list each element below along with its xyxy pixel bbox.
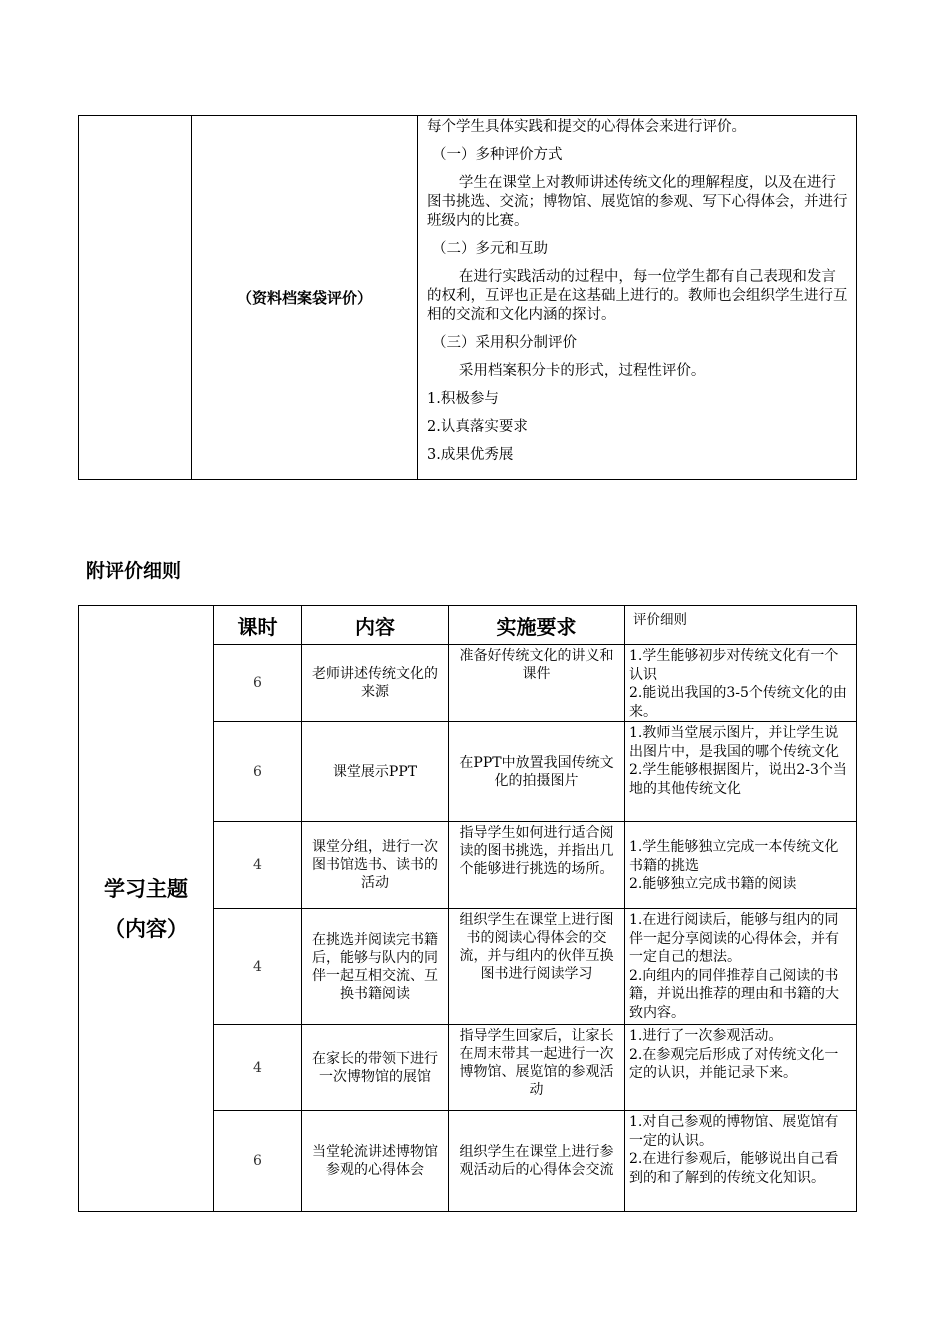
details-cell [625,722,857,822]
content-cell: 老师讲述传统文化的来源 [302,645,449,722]
hours-cell: 6 [214,722,302,822]
detail-item: 1.教师当堂展示图片，并让学生说出图片中，是我国的哪个传统文化 [629,725,839,760]
hours-cell: 4 [214,909,302,1025]
detail-item: 2.能够独立完成书籍的阅读 [629,876,797,893]
hours-cell: 6 [214,645,302,722]
requirement-cell: 组织学生在课堂上进行参观活动后的心得体会交流 [449,1111,625,1212]
topic-title: 学习主题 [104,876,188,901]
requirement-cell: 在PPT中放置我国传统文化的拍摄图片 [449,722,625,822]
details-cell [625,822,857,909]
detail-item: 2.学生能够根据图片，说出2-3个当地的其他传统文化 [629,762,847,797]
detail-item: 1.在进行阅读后，能够与组内的同伴一起分享阅读的心得体会，并有一定自己的想法。 [629,912,839,965]
section-heading: （三）采用积分制评价 [432,335,577,351]
details-cell [625,909,857,1025]
list-item: 1.积极参与 [427,391,499,407]
section-title: 附评价细则 [86,560,182,582]
detail-item: 2.向组内的同伴推荐自己阅读的书籍，并说出推荐的理由和书籍的大致内容。 [629,967,839,1021]
section-heading: （二）多元和互助 [432,241,548,257]
learning-topic-cell [79,606,214,1212]
details-cell [625,1025,857,1111]
hours-cell: 4 [214,1025,302,1111]
detail-item: 1.学生能够初步对传统文化有一个认识 [629,648,839,683]
hours-cell: 6 [214,1111,302,1212]
portfolio-evaluation-label: （资料档案袋评价） [192,116,418,480]
content-cell: 在家长的带领下进行一次博物馆的展馆 [302,1025,449,1111]
details-cell [625,645,857,722]
header-details: 评价细则 [625,606,857,645]
detail-item: 2.在参观完后形成了对传统文化一定的认识，并能记录下来。 [629,1046,839,1081]
header-requirements: 实施要求 [449,606,625,645]
detail-item: 2.在进行参观后，能够说出自己看到的和了解到的传统文化知识。 [629,1151,839,1186]
detail-item: 1.进行了一次参观活动。 [629,1028,783,1044]
requirement-cell: 准备好传统文化的讲义和课件 [449,645,625,722]
paragraph: 学生在课堂上对教师讲述传统文化的理解程度，以及在进行图书挑选、交流；博物馆、展览馆的参观、写下心得体会，并进行班级内的比赛。 [427,175,848,229]
content-cell: 在挑选并阅读完书籍后，能够与队内的同伴一起互相交流、互换书籍阅读 [302,909,449,1025]
content-cell: 课堂分组，进行一次图书馆选书、读书的活动 [302,822,449,909]
section-heading: （一）多种评价方式 [432,147,563,163]
evaluation-details-table [78,605,857,1212]
paragraph: 采用档案积分卡的形式，过程性评价。 [458,363,706,379]
paragraph: 在进行实践活动的过程中，每一位学生都有自己表现和发言的权利，互评也正是在这基础上进行的。教师也会组织学生进行互相的交流和文化内涵的探讨。 [427,269,848,323]
evaluation-description [418,116,857,480]
requirement-cell: 指导学生回家后，让家长在周末带其一起进行一次博物馆、展览馆的参观活动 [449,1025,625,1111]
portfolio-evaluation-table [78,115,857,480]
requirement-cell: 组织学生在课堂上进行图书的阅读心得体会的交流，并与组内的伙伴互换图书进行阅读学习 [449,909,625,1025]
detail-item: 1.对自己参观的博物馆、展览馆有一定的认识。 [629,1114,839,1149]
list-item: 2.认真落实要求 [427,419,528,435]
hours-cell: 4 [214,822,302,909]
details-cell [625,1111,857,1212]
topic-subtitle: （内容） [104,916,188,941]
list-item: 3.成果优秀展 [427,447,514,463]
header-content: 内容 [302,606,449,645]
requirement-cell: 指导学生如何进行适合阅读的图书挑选，并指出几个能够进行挑选的场所。 [449,822,625,909]
detail-item: 2.能说出我国的3-5个传统文化的由来。 [629,685,847,720]
detail-item: 1.学生能够独立完成一本传统文化书籍的挑选 [629,839,839,874]
content-cell: 课堂展示PPT [302,722,449,822]
header-hours: 课时 [214,606,302,645]
paragraph-line: 每个学生具体实践和提交的心得体会来进行评价。 [427,119,746,135]
content-cell: 当堂轮流讲述博物馆参观的心得体会 [302,1111,449,1212]
empty-cell [79,116,192,480]
